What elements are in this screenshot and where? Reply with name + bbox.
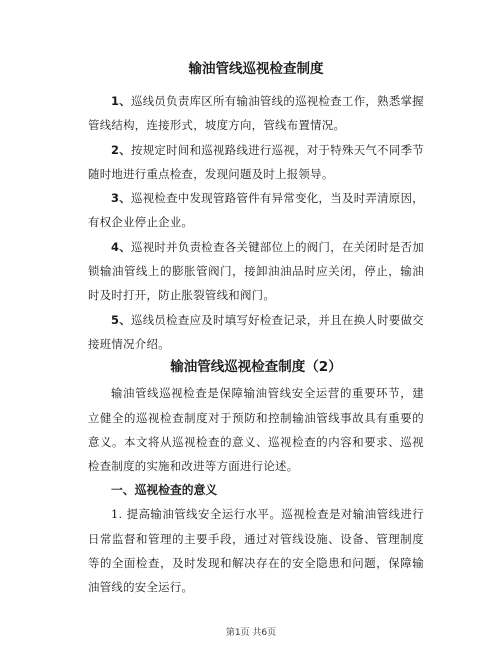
document-title: 输油管线巡视检查制度 bbox=[188, 61, 324, 77]
list-item bbox=[88, 89, 424, 138]
item-number: 3、 bbox=[111, 191, 131, 206]
item-number: 5、 bbox=[111, 312, 131, 327]
section-paragraph: 1. 提高输油管线安全运行水平。巡视检查是对输油管线进行日常监督和管理的主要手段，通过对管线设施、设备、管理制度等的全面检查，及时发现和解决存在的安全隐患和问题，保障输油管线的安全运行。 bbox=[88, 507, 424, 595]
item-text: 巡线员检查应及时填写好检查记录，并且在换人时要做交接班情况介绍。 bbox=[88, 312, 424, 351]
item-number: 4、 bbox=[111, 239, 131, 254]
page-footer: 第1页 共6页 bbox=[225, 628, 277, 638]
item-text: 巡视检查中发现管路管件有异常变化，当及时弄清原因，有权企业停止企业。 bbox=[88, 191, 424, 230]
item-text: 按规定时间和巡视路线进行巡视，对于特殊天气不同季节随时地进行重点检查，发现问题及时上报领导。 bbox=[88, 142, 424, 181]
item-text: 巡线员负责库区所有输油管线的巡视检查工作，熟悉掌握管线结构，连接形式，坡度方向，管线布置情况。 bbox=[88, 94, 424, 133]
item-text: 巡视时并负责检查各关键部位上的阀门，在关闭时是否加锁输油管线上的膨胀管阀门，接卸油油品时应关闭，停止，输油时及时打开，防止胀裂管线和阀门。 bbox=[88, 239, 424, 303]
list-item bbox=[88, 235, 424, 308]
list-item bbox=[88, 186, 424, 235]
section-title: 输油管线巡视检查制度（2） bbox=[170, 359, 342, 376]
document-body bbox=[88, 58, 424, 600]
section-heading: 一、巡视检查的意义 bbox=[111, 483, 218, 498]
list-item bbox=[88, 138, 424, 187]
item-number: 2、 bbox=[111, 142, 131, 157]
list-item bbox=[88, 308, 424, 357]
intro-paragraph: 输油管线巡视检查是保障输油管线安全运营的重要环节，建立健全的巡视检查制度对于预防和控制输油管线事故具有重要的意义。本文将从巡视检查的意义、巡视检查的内容和要求、巡视检查制度的实施和改进等方面进行论述。 bbox=[88, 386, 424, 474]
item-number: 1、 bbox=[111, 94, 131, 108]
